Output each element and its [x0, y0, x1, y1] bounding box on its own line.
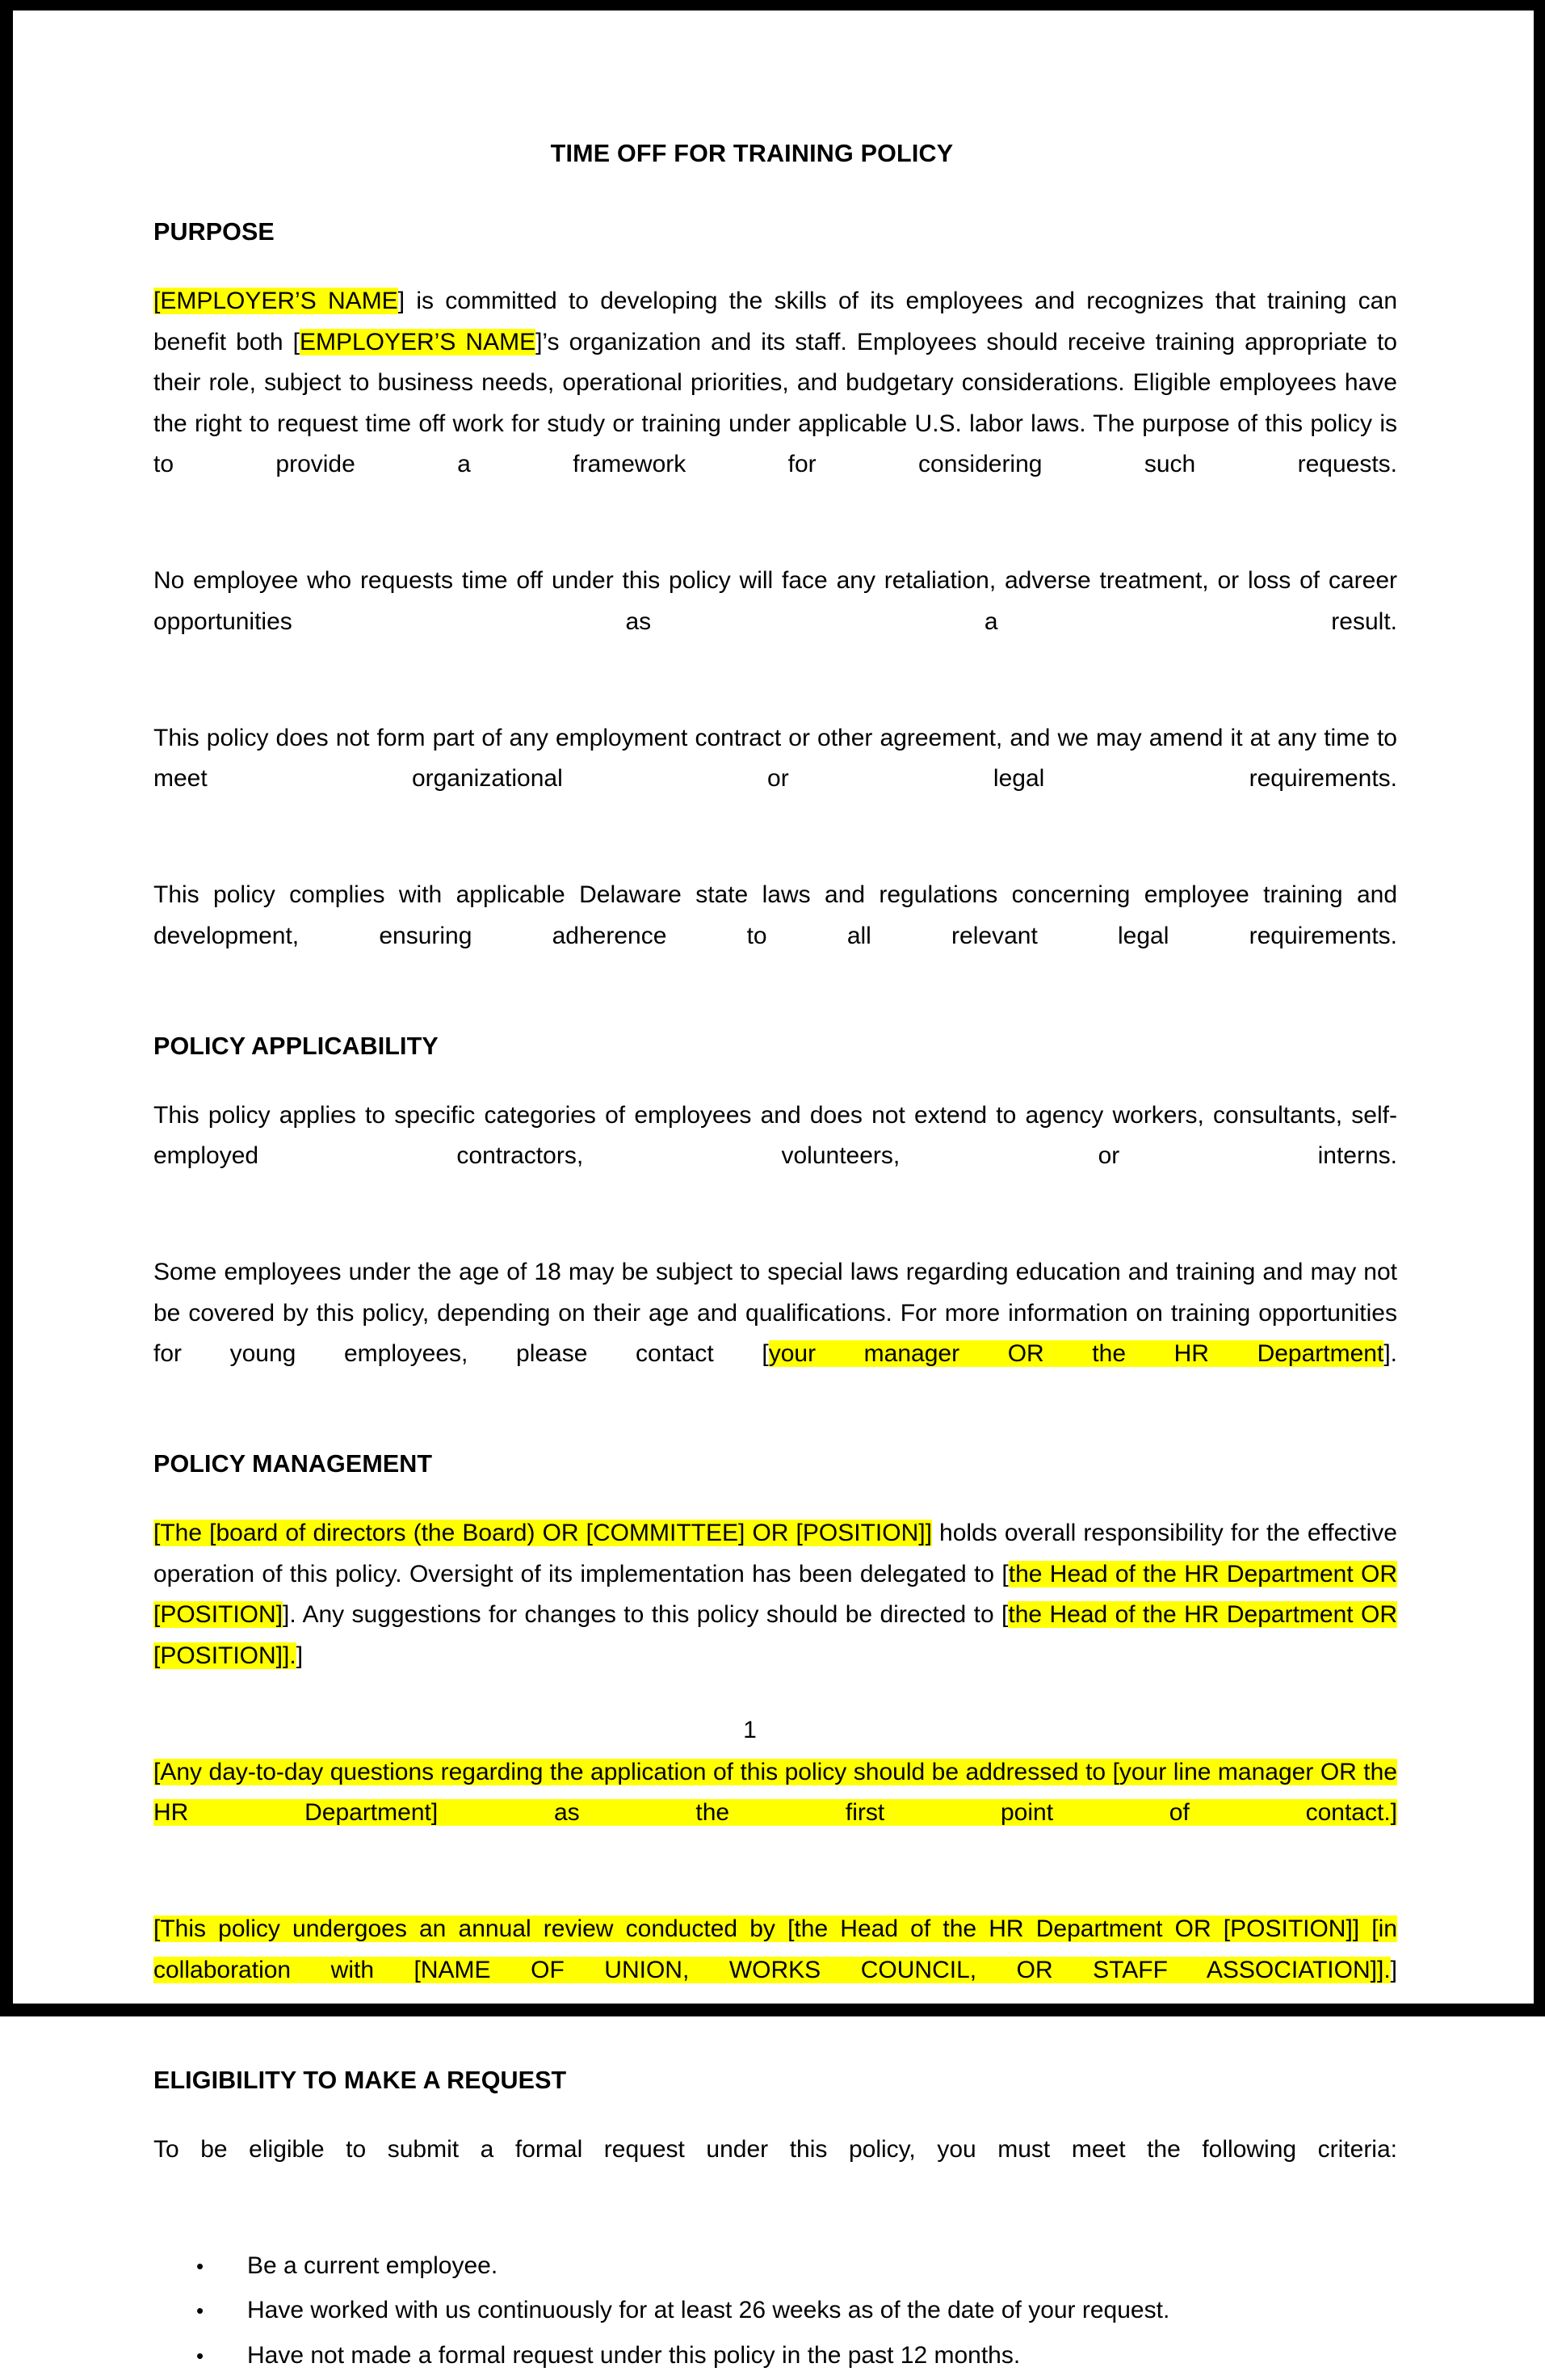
applicability-paragraph-2: [153, 1252, 1397, 1415]
applicability-paragraph-1: This policy applies to specific categories of employees and does not extend to agency workers, consultants, self-employed contractors, volunteers, or interns.: [153, 1101, 1397, 1169]
list-item-label: Be a current employee.: [247, 2252, 498, 2279]
document-page: [13, 11, 1534, 2369]
management-paragraph-1: [153, 1513, 1397, 1718]
list-item: [153, 2246, 1397, 2287]
purpose-p1-text-2: ]’s organization and its staff. Employees should receive training appropriate to their role, subject to business needs, operational priorities, and budgetary considerations. Eligible employees have the right to request time off work for study or training under applicable U.S. labor laws. The purpose of this policy is to provide a framework for considering such requests.: [153, 328, 1397, 477]
bullet-icon: •: [196, 2253, 204, 2278]
placeholder-employer-name-2: EMPLOYER’S NAME: [299, 328, 536, 355]
placeholder-head-hr-position-2: the Head of the HR Department OR [POSITION]].: [153, 1601, 1398, 1669]
purpose-paragraph-4: This policy complies with applicable Delaware state laws and regulations concerning employee training and development, ensuring adherence to all relevant legal requirements.: [153, 881, 1397, 949]
purpose-paragraph-1: [153, 281, 1397, 526]
placeholder-head-hr-position-1: the Head of the HR Department OR [POSITION]: [153, 1560, 1397, 1628]
applicability-p2-text-1: Some employees under the age of 18 may be subject to special laws regarding education and training and may not be covered by this policy, depending on their age and qualifications. For more information on training opportunities for young employees, please contact [: [153, 1259, 1397, 1367]
heading-eligibility: ELIGIBILITY TO MAKE A REQUEST: [153, 2066, 567, 2094]
placeholder-contact-manager-hr: your manager OR the HR Department: [768, 1340, 1384, 1367]
management-p1-text-1: holds overall responsibility for the effective operation of this policy. Oversight of its implementation has been delegated to [: [153, 1520, 1397, 1587]
management-p1-text-3: ]: [296, 1642, 304, 1669]
management-paragraph-2: [153, 1752, 1397, 1875]
bullet-icon: •: [196, 2298, 204, 2323]
purpose-paragraph-2: No employee who requests time off under this policy will face any retaliation, adverse treatment, or loss of career opportunities as a result.: [153, 567, 1397, 635]
heading-policy-management: POLICY MANAGEMENT: [153, 1450, 433, 1478]
purpose-p1-text-1: ] is committed to developing the skills of its employees and recognizes that training can benefit both [: [153, 288, 1398, 355]
placeholder-annual-review: [This policy undergoes an annual review conducted by [the Head of the HR Department OR [POSITION]] [in collaboration with [NAME OF UNION, WORKS COUNCIL, OR STAFF ASSOCIATION]].: [153, 1915, 1397, 1983]
page-number: 1: [743, 1717, 757, 1743]
applicability-p2-text-2: ].: [1383, 1340, 1397, 1367]
heading-policy-applicability: POLICY APPLICABILITY: [153, 1032, 439, 1060]
page-title: TIME OFF FOR TRAINING POLICY: [550, 140, 954, 167]
heading-purpose: PURPOSE: [153, 218, 275, 246]
list-item-label: Have not made a formal request under this policy in the past 12 months.: [247, 2341, 1021, 2369]
list-item-label: Have worked with us continuously for at least 26 weeks as of the date of your request.: [247, 2297, 1170, 2323]
bullet-icon: •: [196, 2343, 204, 2368]
management-p1-text-2: ]. Any suggestions for changes to this policy should be directed to [: [283, 1601, 1009, 1628]
document-content: [153, 140, 1397, 2380]
eligibility-intro: To be eligible to submit a formal request under this policy, you must meet the following criteria:: [153, 2135, 1397, 2163]
eligibility-criteria-list: [153, 2246, 1397, 2377]
management-p3-text-1: ]: [1390, 1956, 1397, 1983]
list-item: [153, 2290, 1397, 2332]
purpose-paragraph-3: This policy does not form part of any employment contract or other agreement, and we may amend it at any time to meet organizational or legal requirements.: [153, 724, 1397, 792]
placeholder-employer-name-1: [EMPLOYER’S NAME: [153, 288, 398, 314]
placeholder-board-committee-position: [The [board of directors (the Board) OR [COMMITTEE] OR [POSITION]]: [153, 1520, 932, 1546]
management-paragraph-3: [153, 1909, 1397, 2032]
placeholder-day-to-day-questions: [Any day-to-day questions regarding the application of this policy should be addressed to [your line manager OR the HR Department] as the first point of contact.]: [153, 1758, 1397, 1826]
list-item: [153, 2336, 1397, 2377]
